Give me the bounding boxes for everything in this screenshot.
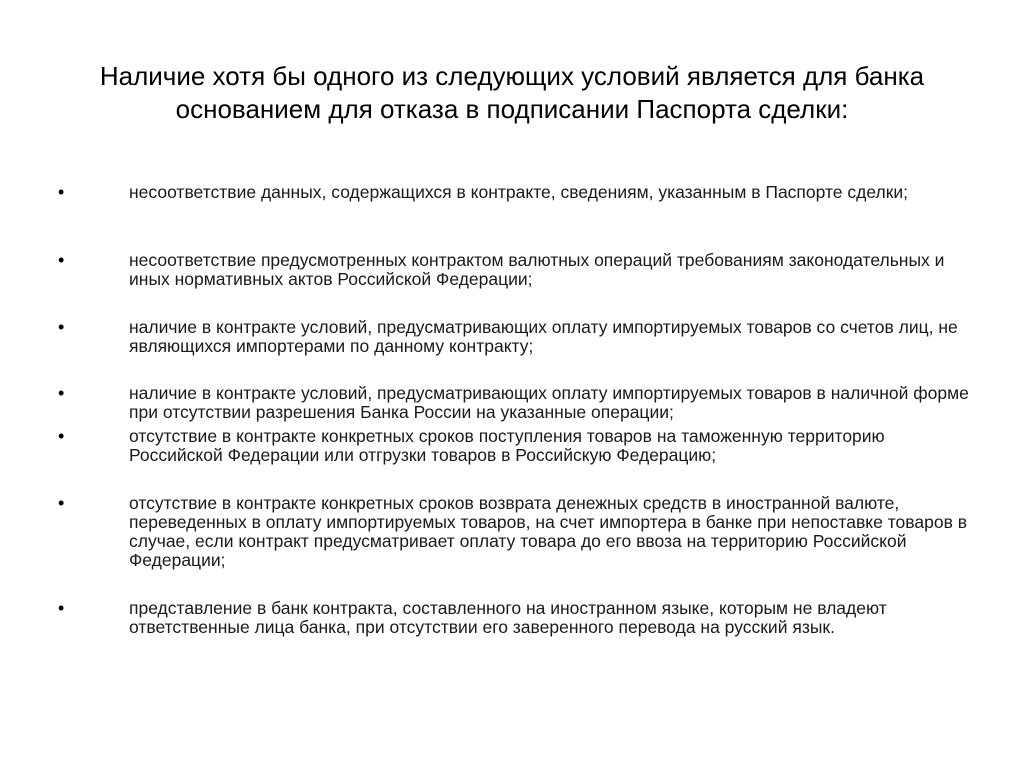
list-item-text: несоответствие данных, содержащихся в контракте, сведениям, указанным в Паспорте сделки; <box>129 182 909 202</box>
bullet-icon: • <box>58 383 65 403</box>
bullet-icon: • <box>58 426 65 446</box>
bullet-icon: • <box>58 493 65 513</box>
bullet-icon: • <box>58 598 65 618</box>
list-item-text: отсутствие в контракте конкретных сроков возврата денежных средств в иностранной валюте, переведенных в оплату импортируемых товаров, на счет импортера в банке при непоставке товаров в случае, если контракт предусматривает оплату товара до его ввоза на территорию Российской Федерации; <box>129 493 968 570</box>
list-item-text: наличие в контракте условий, предусматривающих оплату импортируемых товаров со счетов лиц, не являющихся импортерами по данному контракту; <box>129 317 958 356</box>
bullet-icon: • <box>58 250 65 270</box>
slide-title: Наличие хотя бы одного из следующих условий является для банка основанием для отказа в подписании Паспорта сделки: <box>99 61 925 124</box>
bullet-icon: • <box>58 317 65 337</box>
list-item-text: отсутствие в контракте конкретных сроков поступления товаров на таможенную территорию Российской Федерации или отгрузки товаров в Российскую Федерацию; <box>129 426 885 465</box>
list-item-text: представление в банк контракта, составленного на иностранном языке, которым не владеют ответственные лица банка, при отсутствии его заверенного перевода на русский язык. <box>129 598 887 637</box>
bullet-icon: • <box>58 182 65 202</box>
list-item-text: наличие в контракте условий, предусматривающих оплату импортируемых товаров в наличной форме при отсутствии разрешения Банка России на указанные операции; <box>129 383 969 422</box>
list-item-text: несоответствие предусмотренных контрактом валютных операций требованиям законодательных и иных нормативных актов Российской Федерации; <box>129 250 945 289</box>
